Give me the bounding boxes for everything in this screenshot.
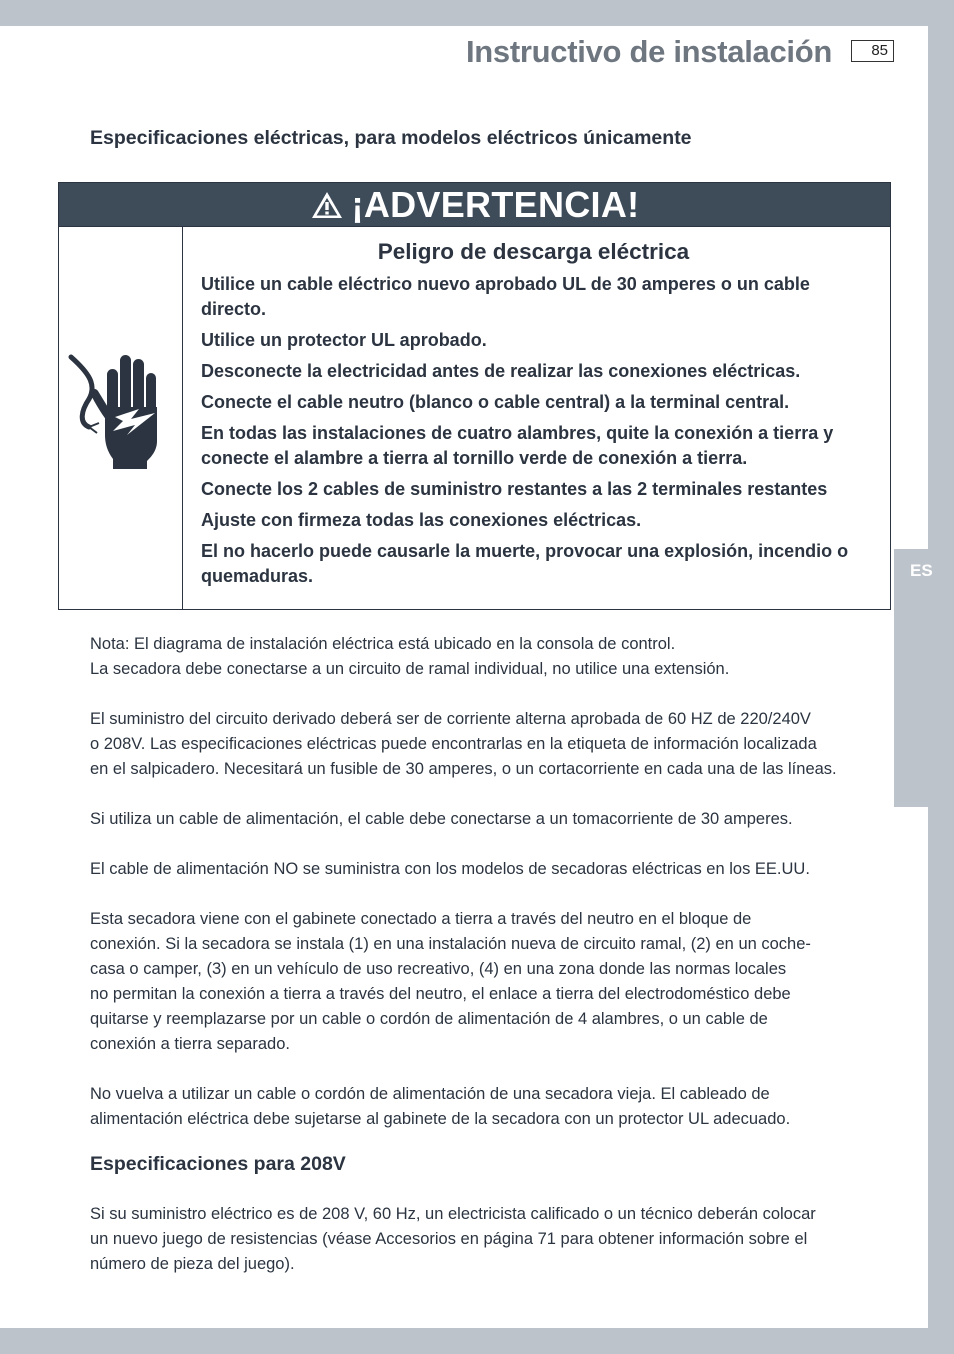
warning-item: Conecte los 2 cables de suministro restantes a las 2 terminales restantes xyxy=(201,479,828,499)
warning-item: Ajuste con firmeza todas las conexiones eléctricas. xyxy=(201,510,642,530)
paragraph-grounding: Esta secadora viene con el gabinete conectado a tierra a través del neutro en el bloque de conexión. Si la secadora se instala (1) en una instalación nueva de circuito ramal, (2) en un coche- casa o camper, (3) en un vehículo de uso recreativo, (4) en una zona donde las normas locales no permitan la conexión a tierra a través del neutro, el enlace a tierra del electrodoméstico debe quitarse y reemplazarse por un cable o cordón de alimentación de 4 alambres, o un cable de conexión a tierra separado. xyxy=(90,910,811,1053)
warning-item: Utilice un protector UL aprobado. xyxy=(201,330,487,350)
paragraph-power-cord: Si utiliza un cable de alimentación, el cable debe conectarse a un tomacorriente de 30 amperes. xyxy=(90,810,793,828)
page-title: Instructivo de instalación xyxy=(465,34,832,69)
paragraph-208v: Si su suministro eléctrico es de 208 V, 60 Hz, un electricista calificado o un técnico deberán colocar un nuevo juego de resistencias (véase Accesorios en página 71 para obtener información sobre el número de pieza del juego). xyxy=(90,1205,816,1273)
subheading-208v: Especificaciones para 208V xyxy=(90,1153,346,1175)
document-page xyxy=(0,26,928,1328)
warning-item: Desconecte la electricidad antes de realizar las conexiones eléctricas. xyxy=(201,361,801,381)
warning-content xyxy=(201,239,878,595)
warning-icon-cell xyxy=(59,227,183,609)
section-heading: Especificaciones eléctricas, para modelos eléctricos únicamente xyxy=(90,127,692,149)
warning-title: ¡ADVERTENCIA! xyxy=(351,183,640,225)
paragraph-old-cord: No vuelva a utilizar un cable o cordón de alimentación de una secadora vieja. El cableado de alimentación eléctrica debe sujetarse al gabinete de la secadora con un protector UL adecuado. xyxy=(90,1085,791,1128)
paragraph-cord-not-supplied: El cable de alimentación NO se suministra con los modelos de secadoras eléctricas en los EE.UU. xyxy=(90,860,810,878)
paragraph-circuit: El suministro del circuito derivado deberá ser de corriente alterna aprobada de 60 HZ de 220/240V o 208V. Las especificaciones eléctricas puede encontrarlas en la etiqueta de información localizada en el salpicadero. Necesitará un fusible de 30 amperes, o un cortacorriente en cada una de las líneas. xyxy=(90,710,837,778)
warning-subtitle: Peligro de descarga eléctrica xyxy=(377,239,690,264)
language-tab-label: ES xyxy=(910,561,933,580)
warning-triangle-icon xyxy=(310,190,344,220)
note-paragraph: Nota: El diagrama de instalación eléctrica está ubicado en la consola de control. La secadora debe conectarse a un circuito de ramal individual, no utilice una extensión. xyxy=(90,635,730,678)
body-text xyxy=(90,632,895,1277)
warning-item: Conecte el cable neutro (blanco o cable central) a la terminal central. xyxy=(201,392,790,412)
warning-box xyxy=(58,182,891,610)
electric-shock-hand-icon xyxy=(67,351,167,475)
warning-item: El no hacerlo puede causarle la muerte, provocar una explosión, incendio o quemaduras. xyxy=(201,541,849,586)
warning-item: En todas las instalaciones de cuatro alambres, quite la conexión a tierra y conecte el alambre a tierra al tornillo verde de conexión a tierra. xyxy=(201,423,834,468)
page-number: 85 xyxy=(851,40,894,62)
warning-banner xyxy=(59,183,890,227)
warning-item: Utilice un cable eléctrico nuevo aprobado UL de 30 amperes o un cable directo. xyxy=(201,274,810,319)
language-tab xyxy=(894,549,954,807)
